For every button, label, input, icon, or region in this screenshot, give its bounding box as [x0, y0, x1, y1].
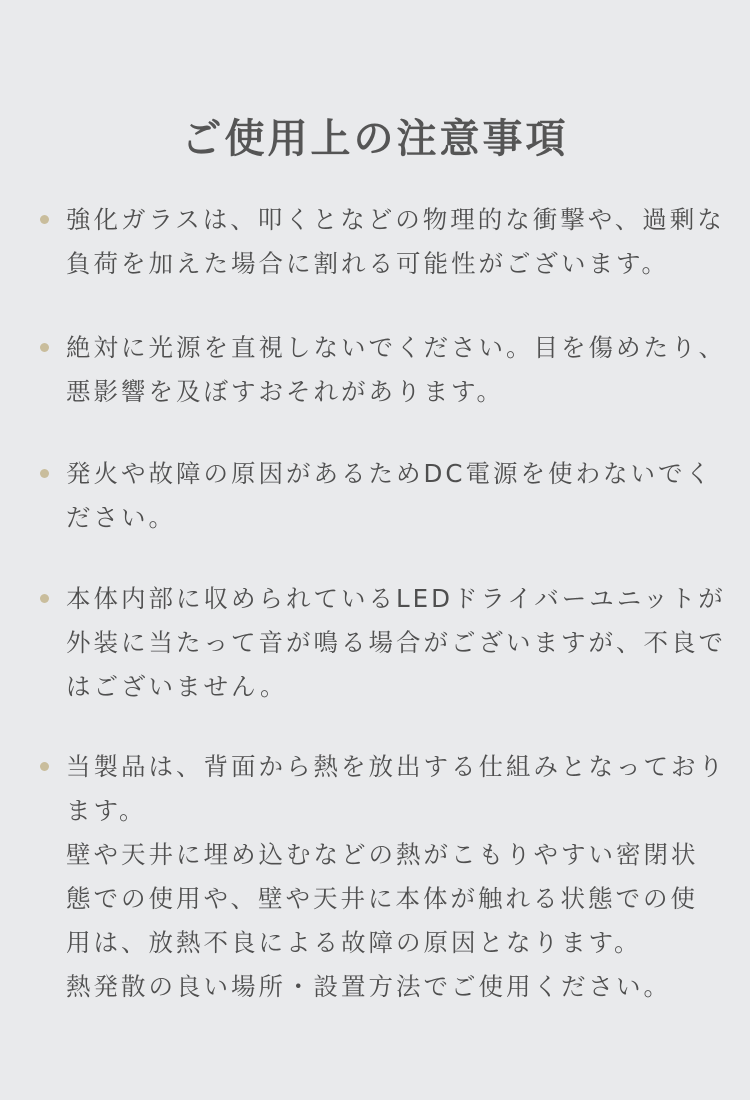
- caution-text-line: 当製品は、背面から熱を放出する仕組みとなっており: [66, 752, 726, 781]
- caution-text-line: 本体内部に収められているLEDドライバーユニットが: [66, 584, 726, 613]
- caution-text-line: 悪影響を及ぼすおそれがあります。: [66, 377, 505, 406]
- bullet-dot: [40, 343, 49, 352]
- caution-text-line: ださい。: [66, 503, 176, 532]
- bullet-dot: [40, 469, 49, 478]
- caution-text-line: 強化ガラスは、叩くとなどの物理的な衝撃や、過剰な: [66, 205, 725, 234]
- bullet-dot: [40, 762, 49, 771]
- caution-text-line: ます。: [66, 796, 147, 825]
- caution-text-line: 発火や故障の原因があるためDC電源を使わないでく: [66, 459, 713, 488]
- caution-item-driver-noise: [40, 577, 726, 709]
- caution-text-line: 絶対に光源を直視しないでください。目を傷めたり、: [66, 333, 726, 362]
- caution-text-line: 用は、放熱不良による故障の原因となります。: [66, 928, 642, 957]
- bullet-dot: [40, 215, 49, 224]
- bullet-dot: [40, 594, 49, 603]
- caution-text-line: 壁や天井に埋め込むなどの熱がこもりやすい密閉状: [66, 840, 699, 869]
- caution-text-line: 熱発散の良い場所・設置方法でご使用ください。: [66, 972, 671, 1001]
- caution-text-line: はございません。: [66, 672, 288, 701]
- caution-item-glass: [40, 198, 725, 286]
- page-title: ご使用上の注意事項: [181, 115, 569, 162]
- caution-text-line: 態での使用や、壁や天井に本体が触れる状態での使: [66, 884, 699, 913]
- caution-text-line: 負荷を加えた場合に割れる可能性がございます。: [66, 249, 670, 278]
- caution-item-heat: [40, 745, 726, 1009]
- caution-item-dc-power: [40, 452, 720, 540]
- caution-text-line: 外装に当たって音が鳴る場合がございますが、不良で: [66, 628, 726, 657]
- caution-item-light-source: [40, 326, 726, 414]
